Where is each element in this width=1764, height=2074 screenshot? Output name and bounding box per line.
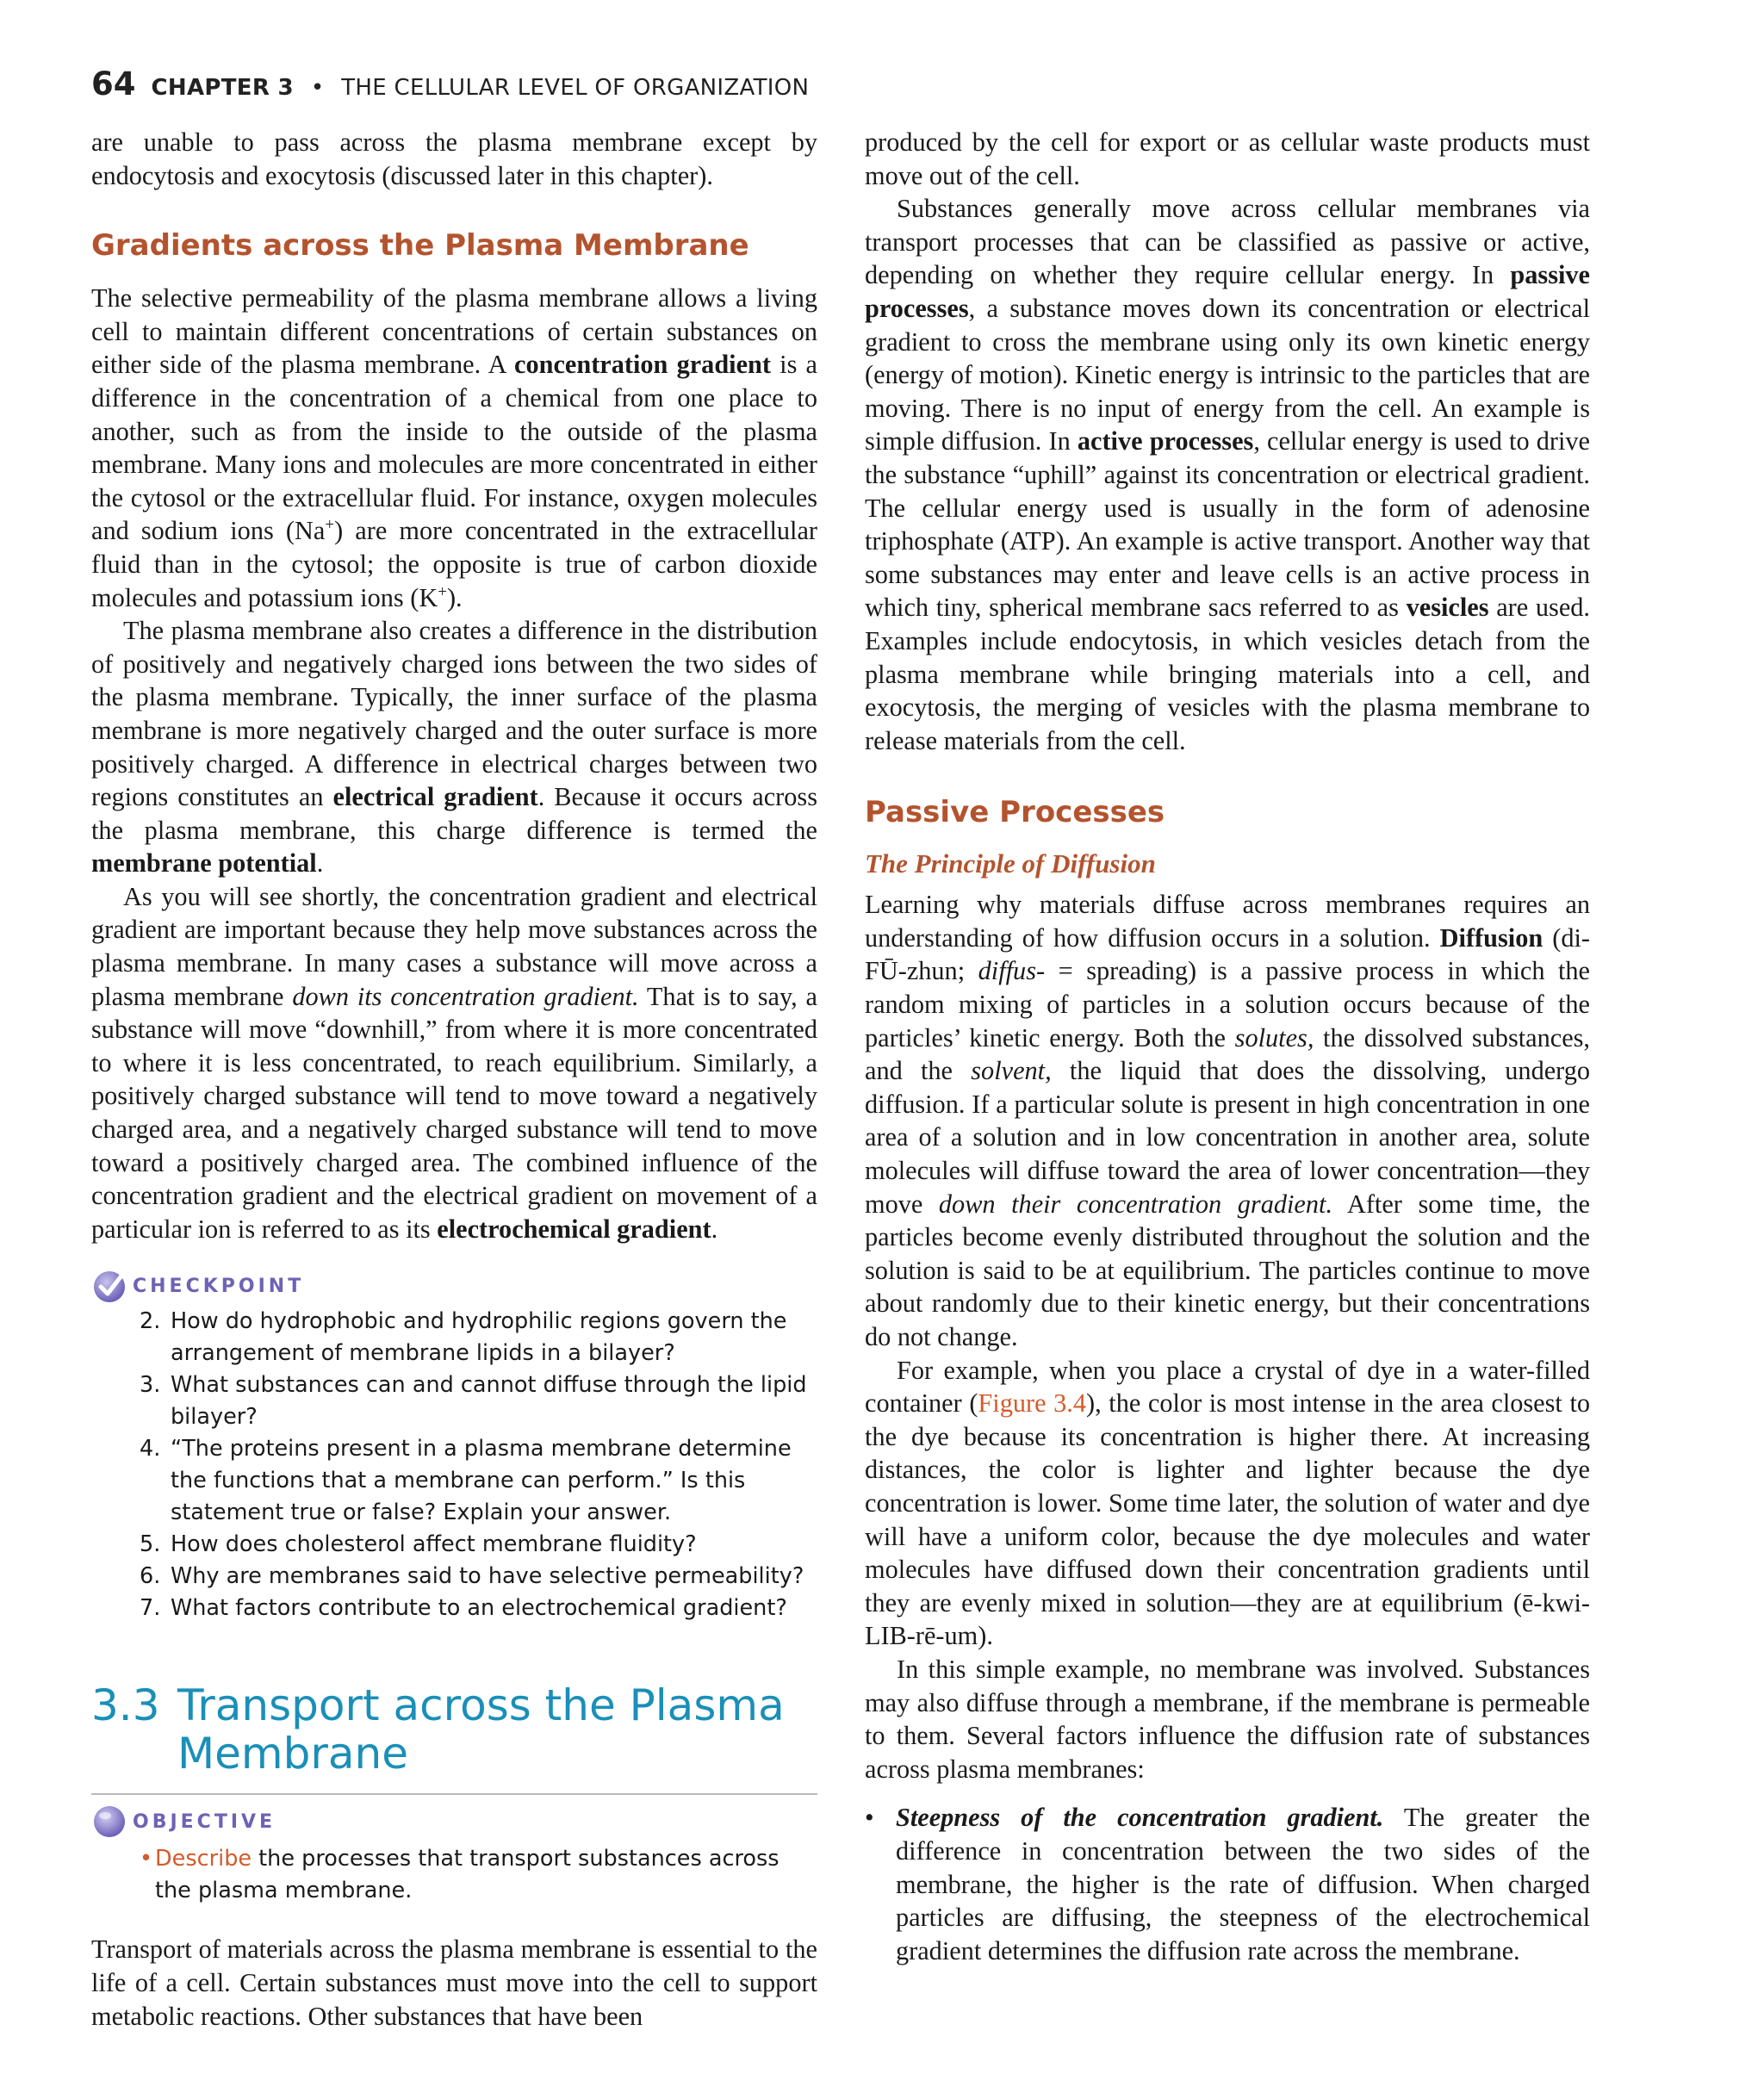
term-passive-processes: passive processes — [865, 260, 1590, 323]
checkpoint-question: 6. Why are membranes said to have selective permeability? — [140, 1563, 804, 1590]
objective-header — [91, 1804, 817, 1840]
paragraph-membrane-diffusion: In this simple example, no membrane was involved. Substances may also diffuse through a membrane, if the membrane is permeable to them. Several factors influence the diffusion rate of substances across plasma membranes: — [865, 1654, 1590, 1784]
term-membrane-potential: membrane potential — [91, 848, 317, 879]
checkmark-badge-icon — [91, 1268, 127, 1304]
paragraph-passive-active: Substances generally move across cellular membranes via transport processes that can be classified as passive or active, depending on whether they require cellular energy. In passive processes, a substance moves down its concentration or electrical gradient to cross the membrane using only its own kinetic energy (energy of motion). Kinetic energy is intrinsic to the particles that are moving. There is no input of energy from the cell. An example is simple diffusion. In active processes, cellular energy is used to drive the substance “uphill” against its concentration or electrical gradient. The cellular energy used is usually in the form of adenosine triphosphate (ATP). An example is active transport. Another way that some substances may enter and leave cells is an active process in which tiny, spherical membrane sacs referred to as vesicles are used. Examples include endocytosis, in which vesicles detach from the plasma membrane while bringing materials into a cell, and exocytosis, the merging of vesicles with the plasma membrane to release materials from the cell. — [865, 194, 1591, 755]
chapter-title: THE CELLULAR LEVEL OF ORGANIZATION — [341, 75, 810, 101]
paragraph-continued-right: produced by the cell for export or as cellular waste products must move out of the cell. — [865, 127, 1590, 190]
checkpoint-question: 3. What substances can and cannot diffuse through the lipid bilayer? — [140, 1372, 807, 1431]
paragraph-diffusion: Learning why materials diffuse across membranes requires an understanding of how diffusion occurs in a solution. Diffusion (di-FŪ-zhun; diffus- = spreading) is a passive process in which the random mixing of particles in a solution occurs because of the particles’ kinetic energy. Both the solutes, the dissolved substances, and the solvent, the liquid that does the dissolving, undergo diffusion. If a particular solute is present in high concentration in one area of a solution and in low concentration in another area, solute molecules will diffuse toward the area of lower concentration—they move down their concentration gradient. After some time, the particles become evenly distributed throughout the solution and the solution is said to be at equilibrium. The particles continue to move about randomly due to their kinetic energy, but their concentrations do not change. — [865, 890, 1591, 1351]
term-active-processes: active processes — [1077, 426, 1254, 456]
objective-label: OBJECTIVE — [133, 1810, 276, 1833]
chapter-label: CHAPTER 3 — [151, 75, 294, 101]
factor-term: Steepness of the concentration gradient. — [896, 1803, 1384, 1833]
term-electrical-gradient: electrical gradient — [332, 782, 538, 812]
checkpoint-question: 4. “The proteins present in a plasma membrane determine the functions that a membrane can perform.” Is this statement true or false? Explain your answer. — [140, 1436, 792, 1526]
list-item: • Steepness of the concentration gradient. The greater the difference in concentration between the two sides of the membrane, the higher is the rate of diffusion. When charged particles are diffusing, the steepness of the electrochemical gradient determines the diffusion rate across the membrane. — [865, 1803, 1590, 1965]
page-number: 64 — [91, 65, 136, 102]
checkpoint-box — [91, 1268, 817, 1624]
paragraph-electrochemical-gradient: As you will see shortly, the concentration gradient and electrical gradient are important because they help move substances across the plasma membrane. In many cases a substance will move across a plasma membrane down its concentration gradient. That is to say, a substance will move “downhill,” from where it is more concentrated to where it is less concentrated, to reach equilibrium. Similarly, a positively charged substance will tend to move toward a negatively charged area, and a negatively charged substance will tend to move toward a positively charged area. The combined influence of the concentration gradient and the electrical gradient on movement of a particular ion is referred to as its electrochemical gradient. — [91, 881, 817, 1244]
checkpoint-question: 2. How do hydrophobic and hydrophilic regions govern the arrangement of membrane lipids in a bilayer? — [140, 1308, 787, 1367]
subheading-diffusion: The Principle of Diffusion — [865, 848, 1156, 879]
section-title — [91, 1681, 817, 1778]
objective-item: • Describe the processes that transport substances across the plasma membrane. — [140, 1846, 780, 1904]
paragraph-electrical-gradient: The plasma membrane also creates a difference in the distribution of positively and negatively charged ions between the two sides of the plasma membrane. Typically, the inner surface of the plasma membrane is more negatively charged and the outer surface is more positively charged. A difference in electrical charges between two regions constitutes an electrical gradient. Because it occurs across the plasma membrane, this charge difference is termed the membrane potential. — [91, 616, 817, 879]
checkpoint-question: 7. What factors contribute to an electrochemical gradient? — [140, 1595, 787, 1622]
term-vesicles: vesicles — [1406, 593, 1489, 623]
objective-badge-icon — [91, 1804, 127, 1840]
checkpoint-label: CHECKPOINT — [133, 1275, 305, 1297]
checkpoint-header — [91, 1268, 817, 1304]
section-divider — [91, 1793, 817, 1795]
diffusion-factors-list — [865, 1801, 1590, 1967]
section-heading-passive: Passive Processes — [865, 795, 1165, 830]
header-separator: • — [310, 75, 325, 101]
figure-link[interactable]: Figure 3.4 — [978, 1388, 1087, 1419]
checkpoint-questions — [91, 1306, 817, 1624]
term-electrochemical-gradient: electrochemical gradient — [437, 1214, 711, 1244]
paragraph-continued: are unable to pass across the plasma membrane except by endocytosis and exocytosis (discussed later in this chapter). — [91, 127, 817, 190]
section-heading-gradients: Gradients across the Plasma Membrane — [91, 228, 749, 264]
term-diffusion: Diffusion — [1439, 922, 1544, 953]
paragraph-dye-example: For example, when you place a crystal of dye in a water-filled container (Figure 3.4), the color is most intense in the area closest to the dye because its concentration is higher there. At increasing distances, the color is lighter and lighter because the dye concentration is lower. Some time later, the solution of water and dye will have a uniform color, because the dye molecules and water molecules have diffused down their concentration gradients until they are evenly mixed in solution—they are at equilibrium (ē-kwi-LIB-rē-um). — [865, 1355, 1591, 1651]
paragraph-concentration-gradient: The selective permeability of the plasma membrane allows a living cell to maintain different concentrations of certain substances on either side of the plasma membrane. A concentration gradient is a difference in the concentration of a chemical from one place to another, such as from the inside to the outside of the plasma membrane. Many ions and molecules are more concentrated in either the cytosol or the extracellular fluid. For instance, oxygen molecules and sodium ions (Na+) are more concentrated in the extracellular fluid than in the cytosol; the opposite is true of carbon dioxide molecules and potassium ions (K+). — [91, 283, 818, 612]
objective-list — [91, 1843, 817, 1907]
objective-verb: Describe — [155, 1846, 252, 1872]
term-concentration-gradient: concentration gradient — [514, 350, 771, 380]
section-title-text: Transport across the Plasma Membrane — [177, 1680, 785, 1779]
left-column — [91, 126, 817, 2033]
running-head — [91, 65, 809, 102]
section-number: 3.3 — [91, 1680, 160, 1731]
right-column — [865, 126, 1590, 1967]
paragraph-transport-intro: Transport of materials across the plasma membrane is essential to the life of a cell. Certain substances must move into the cell to support metabolic reactions. Other substances that have been — [91, 1934, 817, 2031]
checkpoint-question: 5. How does cholesterol affect membrane fluidity? — [140, 1531, 697, 1558]
